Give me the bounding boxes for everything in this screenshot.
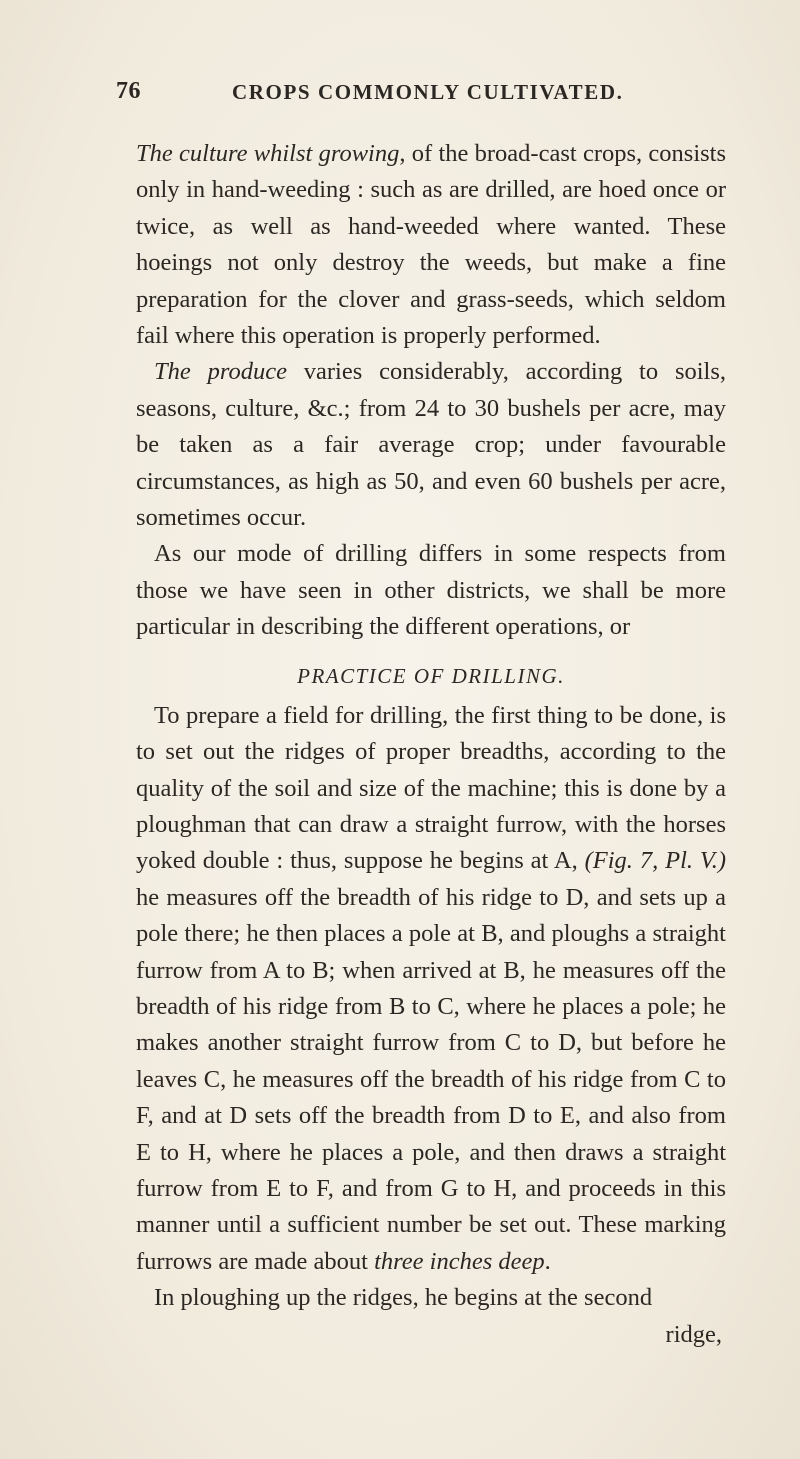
italic-lead: The culture whilst growing [136,140,400,167]
section-heading: PRACTICE OF DRILLING. [297,663,565,688]
figure-reference: (Fig. 7, Pl. V.) [584,847,726,875]
paragraph-ploughing [136,1280,726,1316]
paragraph-text: . [544,1247,551,1275]
italic-lead: The produce [154,358,287,386]
italic-phrase: three inches deep [374,1247,545,1275]
paragraph-culture [136,136,726,354]
running-head: CROPS COMMONLY CULTIVATED. [232,80,624,104]
body-text [136,136,726,1353]
paragraph-produce [136,354,726,536]
paragraph-prepare-field [136,698,726,1281]
paragraph-text: To prepare a field for drilling, the first thing to be done, is to set out the ridges of proper breadths, according to the quality of the soil and size of the machine; this is done by a ploughman that can draw a straight furrow, with the horses yoked double : thus, suppose he begins at A, [136,701,726,875]
paragraph-text: As our mode of drilling differs in some respects from those we have seen in other districts, we shall be more particular in describing the different operations, or [136,540,726,641]
catchword: ridge, [665,1320,722,1348]
paragraph-text: , of the broad-cast crops, consists only in hand-weeding : such as are drilled, are hoed once or twice, as well as hand-weeded where wanted. These hoeings not only destroy the weeds, but make a fine preparation for the clover and grass-seeds, which seldom fail where this operation is properly performed. [136,140,727,350]
paragraph-text: he measures off the breadth of his ridge to D, and sets up a pole there; he then places a pole at B, and ploughs a straight furrow from A to B; when arrived at B, he measures off the breadth of his ridge from B to C, where he places a pole; he makes another straight furrow from C to D, but before he leaves C, he measures off the breadth of his ridge from C to F, and at D sets off the breadth from D to E, and also from E to H, where he places a pole, and then draws a straight furrow from E to F, and from G to H, and proceeds in this manner until a sufficient number be set out. These marking furrows are made about [136,883,726,1275]
paragraph-text: In ploughing up the ridges, he begins at the second [154,1284,653,1312]
paragraph-text: varies considerably, according to soils, seasons, culture, &c.; from 24 to 30 bushels per acre, may be taken as a fair average crop; under favourable circumstances, as high as 50, and even 60 bushels per acre, sometimes occur. [136,358,726,532]
page-number: 76 [116,78,141,104]
paragraph-drilling-intro [136,536,726,645]
page-header [116,78,756,118]
